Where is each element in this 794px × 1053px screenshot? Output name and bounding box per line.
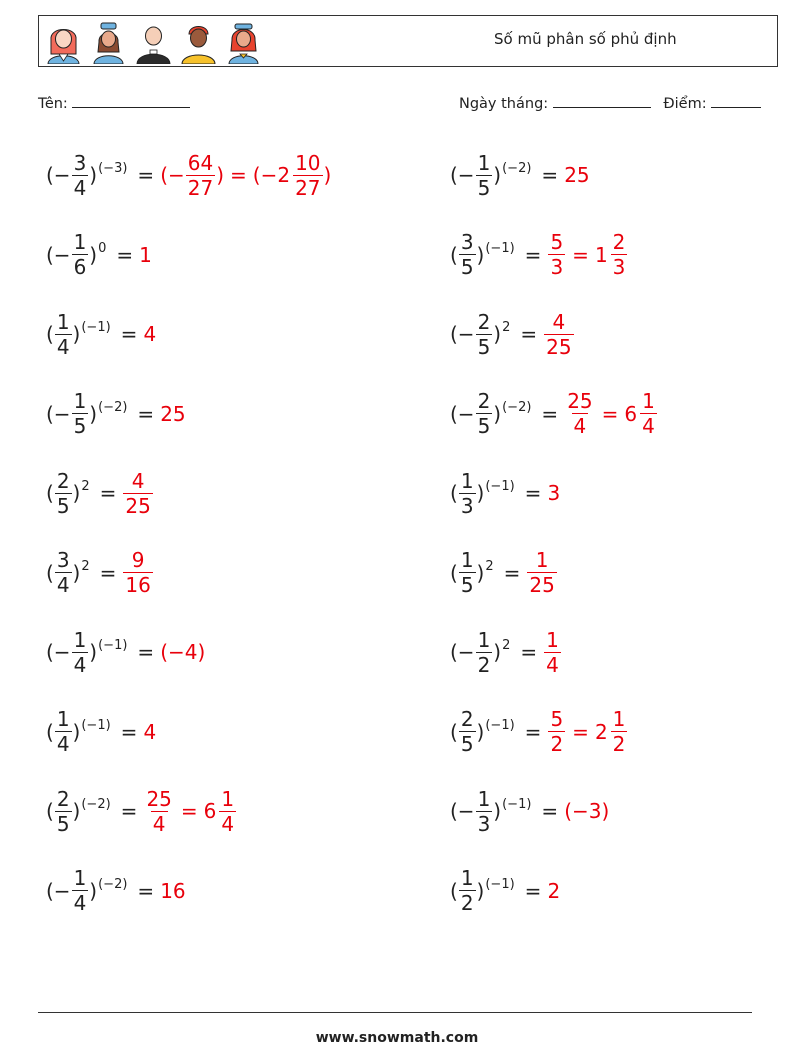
base-fraction-denominator: 4 <box>56 573 70 597</box>
answer <box>143 786 237 836</box>
exponent: (−1) <box>485 876 515 892</box>
date-score-fields <box>459 95 761 112</box>
base-fraction-numerator: 2 <box>56 468 70 493</box>
answer <box>143 322 156 346</box>
problem-item <box>450 543 558 603</box>
mixed-fraction-numerator: 10 <box>295 150 321 175</box>
base-fraction-numerator: 1 <box>477 150 491 175</box>
open-paren: ( <box>450 878 458 903</box>
answer-value: 4 <box>143 322 157 346</box>
close-paren: ) <box>89 401 98 426</box>
base-fraction-denominator: 5 <box>73 414 87 438</box>
answer-fraction <box>527 550 556 595</box>
base-fraction <box>55 709 72 754</box>
problem-item <box>450 304 575 364</box>
base-fraction-numerator: 1 <box>477 627 491 652</box>
close-paren: ) <box>493 799 502 823</box>
close-paren: ) <box>476 481 485 505</box>
mixed-fraction-denominator: 27 <box>295 175 321 200</box>
footer-divider <box>38 1012 752 1013</box>
answer-fraction-numerator: 64 <box>187 150 214 175</box>
base-fraction <box>459 709 476 754</box>
equals-sign: = <box>137 163 155 187</box>
base-fraction <box>476 391 493 436</box>
open-paren: (− <box>46 242 71 267</box>
name-blank[interactable] <box>72 95 190 108</box>
base-fraction-numerator: 3 <box>460 230 474 254</box>
close-paren: ) <box>89 163 98 187</box>
mixed-fraction-numerator: 2 <box>612 230 626 254</box>
problem-item <box>46 225 152 285</box>
answer-value: (−3) <box>564 799 610 823</box>
mixed-fraction <box>293 150 322 200</box>
exponent: 2 <box>502 638 511 653</box>
base-fraction <box>459 468 476 518</box>
equals-sign: = <box>120 322 138 346</box>
problem-item <box>450 463 560 523</box>
base-fraction-denominator: 2 <box>460 891 474 915</box>
mixed-whole: 2 <box>594 719 608 744</box>
open-paren: ( <box>450 719 458 744</box>
answer <box>139 243 152 267</box>
base-fraction <box>72 391 89 436</box>
exponent: (−3) <box>98 161 128 176</box>
open-paren: (− <box>46 163 71 187</box>
base-fraction-denominator: 5 <box>460 732 474 756</box>
base-fraction-denominator: 4 <box>73 652 87 677</box>
base-fraction-numerator: 2 <box>477 389 491 413</box>
mixed-whole: (−2 <box>252 163 291 187</box>
answer-value: 2 <box>547 878 561 903</box>
base-fraction-denominator: 5 <box>460 255 474 279</box>
base-fraction-numerator: 1 <box>73 627 87 652</box>
base-fraction-denominator: 5 <box>56 811 70 836</box>
exponent: (−2) <box>502 399 532 415</box>
exponent: 2 <box>81 558 90 574</box>
base-fraction <box>476 309 493 359</box>
base-fraction <box>459 232 476 277</box>
answer-suffix: ) <box>216 163 225 187</box>
mixed-whole: 6 <box>624 401 638 426</box>
answer <box>564 391 658 436</box>
answer-fraction <box>123 550 152 595</box>
open-paren: ( <box>450 481 458 505</box>
worksheet-header <box>38 15 778 67</box>
problem-item <box>46 781 237 841</box>
open-paren: (− <box>450 322 475 346</box>
answer-fraction-numerator: 4 <box>131 468 145 493</box>
close-paren: ) <box>89 242 98 267</box>
base-fraction-denominator: 6 <box>73 255 87 279</box>
base-fraction-numerator: 2 <box>56 786 70 811</box>
base-fraction <box>72 627 89 677</box>
equals-sign: = <box>503 560 521 585</box>
equals-sign: = <box>137 640 155 664</box>
open-paren: ( <box>46 481 54 505</box>
base-fraction-denominator: 4 <box>73 891 87 915</box>
score-blank[interactable] <box>711 95 761 108</box>
problem-item <box>450 384 658 444</box>
answer-fraction <box>548 709 565 754</box>
answer <box>160 640 205 664</box>
answer-fraction-denominator: 3 <box>550 255 564 279</box>
base-fraction-numerator: 2 <box>460 707 474 731</box>
base-fraction <box>476 627 493 677</box>
equals-sign: = <box>137 401 155 426</box>
mixed-fraction-numerator: 1 <box>612 707 626 731</box>
answer-fraction-denominator: 4 <box>152 811 166 836</box>
base-fraction <box>72 150 89 200</box>
exponent: (−1) <box>81 320 111 335</box>
answer-fraction-denominator: 4 <box>546 652 559 677</box>
equals-sign: = <box>99 560 117 585</box>
exponent: (−1) <box>485 717 515 733</box>
answer <box>547 709 628 754</box>
exponent: (−1) <box>502 797 532 812</box>
answer <box>160 402 185 426</box>
equals-sign: = <box>541 401 559 426</box>
answer-value: (−4) <box>160 640 206 664</box>
open-paren: ( <box>46 799 54 823</box>
name-label: Tên: <box>38 96 68 112</box>
mixed-fraction <box>611 709 628 754</box>
answer-fraction-denominator: 2 <box>550 732 564 756</box>
answer-fraction-numerator: 5 <box>550 230 564 254</box>
answer <box>160 879 185 903</box>
answer-fraction-numerator: 25 <box>567 389 593 413</box>
base-fraction-denominator: 5 <box>477 175 491 200</box>
exponent: (−1) <box>485 240 515 256</box>
answer-fraction-numerator: 9 <box>131 548 145 572</box>
open-paren: (− <box>450 640 475 664</box>
equals-sign: = <box>116 242 134 267</box>
answer-fraction-denominator: 25 <box>125 493 151 518</box>
open-paren: ( <box>450 242 458 267</box>
exponent: (−1) <box>81 717 111 733</box>
problem-item <box>46 463 154 523</box>
mixed-fraction-denominator: 4 <box>221 811 235 836</box>
base-fraction <box>72 868 89 913</box>
close-paren: ) <box>72 799 81 823</box>
mixed-fraction <box>219 786 236 836</box>
base-fraction-numerator: 1 <box>460 468 474 493</box>
open-paren: (− <box>46 640 71 664</box>
open-paren: (− <box>46 878 71 903</box>
answer-fraction-numerator: 25 <box>146 786 172 811</box>
problem-item <box>46 861 186 921</box>
problem-item <box>450 622 562 682</box>
exponent: (−2) <box>98 876 128 892</box>
date-label: Ngày tháng: <box>459 96 549 112</box>
mixed-fraction-numerator: 1 <box>221 786 235 811</box>
close-paren: ) <box>72 322 81 346</box>
base-fraction-numerator: 2 <box>477 309 491 334</box>
answer-value: 25 <box>564 163 590 187</box>
base-fraction <box>476 786 493 836</box>
open-paren: (− <box>46 401 71 426</box>
answer-value: 4 <box>143 719 157 744</box>
exponent: (−2) <box>98 399 128 415</box>
close-paren: ) <box>89 640 98 664</box>
equals-sign: = <box>524 878 542 903</box>
answer-fraction-denominator: 16 <box>125 573 151 597</box>
problem-item <box>46 145 331 205</box>
mixed-fraction <box>611 232 628 277</box>
close-paren: ) <box>476 242 485 267</box>
equals-sign: = <box>572 719 589 744</box>
answer <box>564 799 609 823</box>
equals-sign: = <box>520 322 538 346</box>
answer-fraction <box>544 627 561 677</box>
equals-sign: = <box>520 640 538 664</box>
exponent: 2 <box>502 320 511 335</box>
base-fraction-numerator: 3 <box>73 150 87 175</box>
equals-sign: = <box>120 799 138 823</box>
base-fraction <box>55 309 72 359</box>
close-paren: ) <box>493 401 502 426</box>
open-paren: ( <box>450 560 458 585</box>
problem-item <box>450 861 560 921</box>
problem-item <box>450 781 609 841</box>
base-fraction-numerator: 3 <box>56 548 70 572</box>
close-paren: ) <box>493 640 502 664</box>
name-field <box>38 95 190 112</box>
mixed-fraction-denominator: 2 <box>612 732 626 756</box>
answer-fraction <box>548 232 565 277</box>
priest-icon <box>135 20 172 64</box>
base-fraction-denominator: 5 <box>460 573 474 597</box>
close-paren: ) <box>493 322 502 346</box>
close-paren: ) <box>476 878 485 903</box>
mixed-suffix: ) <box>323 163 332 187</box>
date-blank[interactable] <box>553 95 651 108</box>
mixed-fraction <box>640 391 657 436</box>
base-fraction <box>459 550 476 595</box>
answer-fraction-numerator: 1 <box>546 627 559 652</box>
equals-sign: = <box>572 242 589 267</box>
exponent: (−1) <box>485 479 515 494</box>
open-paren: (− <box>450 163 475 187</box>
base-fraction-denominator: 2 <box>477 652 491 677</box>
exponent: 2 <box>485 558 494 574</box>
open-paren: (− <box>450 799 475 823</box>
answer-prefix: (− <box>160 163 185 187</box>
base-fraction <box>459 868 476 913</box>
answer-fraction <box>144 786 173 836</box>
base-fraction-numerator: 1 <box>73 866 87 890</box>
answer <box>143 720 156 744</box>
exponent: 2 <box>81 479 90 494</box>
problem-item <box>46 702 156 762</box>
problem-item <box>450 702 628 762</box>
answer-fraction-numerator: 4 <box>552 309 566 334</box>
problem-item <box>46 543 154 603</box>
open-paren: ( <box>46 322 54 346</box>
close-paren: ) <box>72 719 81 744</box>
open-paren: (− <box>450 401 475 426</box>
open-paren: ( <box>46 560 54 585</box>
avatar-row <box>45 20 262 64</box>
answer-fraction-numerator: 1 <box>535 548 549 572</box>
close-paren: ) <box>476 719 485 744</box>
base-fraction-denominator: 4 <box>73 175 87 200</box>
close-paren: ) <box>476 560 485 585</box>
equals-sign: = <box>541 163 559 187</box>
answer-value: 25 <box>160 401 186 426</box>
answer-fraction <box>186 150 215 200</box>
base-fraction-numerator: 1 <box>56 707 70 731</box>
equals-sign: = <box>99 481 117 505</box>
answer-fraction <box>123 468 152 518</box>
mixed-fraction-numerator: 1 <box>642 389 655 413</box>
answer <box>543 627 562 677</box>
answer <box>547 481 560 505</box>
score-label: Điểm: <box>663 96 707 112</box>
answer <box>547 232 628 277</box>
equals-sign: = <box>180 799 198 823</box>
base-fraction-denominator: 5 <box>56 493 70 518</box>
problem-item <box>46 384 186 444</box>
woman-office-worker-icon <box>45 20 82 64</box>
nurse-icon <box>90 20 127 64</box>
equals-sign: = <box>120 719 138 744</box>
base-fraction <box>55 468 72 518</box>
flight-attendant-icon <box>225 20 262 64</box>
answer-fraction-denominator: 25 <box>546 334 572 359</box>
answer-fraction-denominator: 4 <box>573 414 587 438</box>
answer <box>122 550 153 595</box>
answer <box>564 163 589 187</box>
man-icon <box>180 20 217 64</box>
base-fraction-denominator: 3 <box>460 493 474 518</box>
exponent: (−1) <box>98 638 128 653</box>
answer-fraction-denominator: 25 <box>529 573 555 597</box>
answer-fraction-denominator: 27 <box>187 175 214 200</box>
base-fraction-numerator: 1 <box>73 389 87 413</box>
exponent: (−2) <box>502 161 532 176</box>
close-paren: ) <box>72 481 81 505</box>
base-fraction <box>72 232 89 277</box>
base-fraction-denominator: 5 <box>477 334 491 359</box>
base-fraction-denominator: 5 <box>477 414 491 438</box>
equals-sign: = <box>524 719 542 744</box>
base-fraction <box>55 550 72 595</box>
mixed-whole: 1 <box>594 242 608 267</box>
exponent: 0 <box>98 240 107 256</box>
answer-fraction-numerator: 5 <box>550 707 564 731</box>
close-paren: ) <box>493 163 502 187</box>
equals-sign: = <box>230 163 247 187</box>
open-paren: ( <box>46 719 54 744</box>
exponent: (−2) <box>81 797 111 812</box>
base-fraction-numerator: 1 <box>477 786 491 811</box>
equals-sign: = <box>524 481 542 505</box>
base-fraction-numerator: 1 <box>73 230 87 254</box>
answer <box>122 468 153 518</box>
answer-value: 3 <box>547 481 561 505</box>
answer-fraction <box>565 391 594 436</box>
worksheet-title: Số mũ phân số phủ định <box>494 30 677 48</box>
problem-item <box>450 225 628 285</box>
answer <box>160 150 332 200</box>
answer <box>547 879 560 903</box>
equals-sign: = <box>137 878 155 903</box>
base-fraction <box>476 150 493 200</box>
answer <box>543 309 574 359</box>
footer-url: www.snowmath.com <box>315 1030 479 1046</box>
answer-value: 1 <box>139 242 152 267</box>
answer <box>526 550 557 595</box>
base-fraction <box>55 786 72 836</box>
base-fraction-denominator: 3 <box>477 811 491 836</box>
problem-item <box>46 304 156 364</box>
base-fraction-numerator: 1 <box>56 309 70 334</box>
equals-sign: = <box>524 242 542 267</box>
base-fraction-denominator: 4 <box>56 334 70 359</box>
equals-sign: = <box>541 799 559 823</box>
problem-item <box>450 145 590 205</box>
problem-item <box>46 622 205 682</box>
answer-fraction <box>544 309 573 359</box>
equals-sign: = <box>601 401 619 426</box>
base-fraction-denominator: 4 <box>56 732 70 756</box>
mixed-fraction-denominator: 4 <box>642 414 655 438</box>
base-fraction-numerator: 1 <box>460 548 474 572</box>
mixed-whole: 6 <box>203 799 217 823</box>
close-paren: ) <box>89 878 98 903</box>
base-fraction-numerator: 1 <box>460 866 474 890</box>
close-paren: ) <box>72 560 81 585</box>
answer-value: 16 <box>160 878 186 903</box>
mixed-fraction-denominator: 3 <box>612 255 626 279</box>
